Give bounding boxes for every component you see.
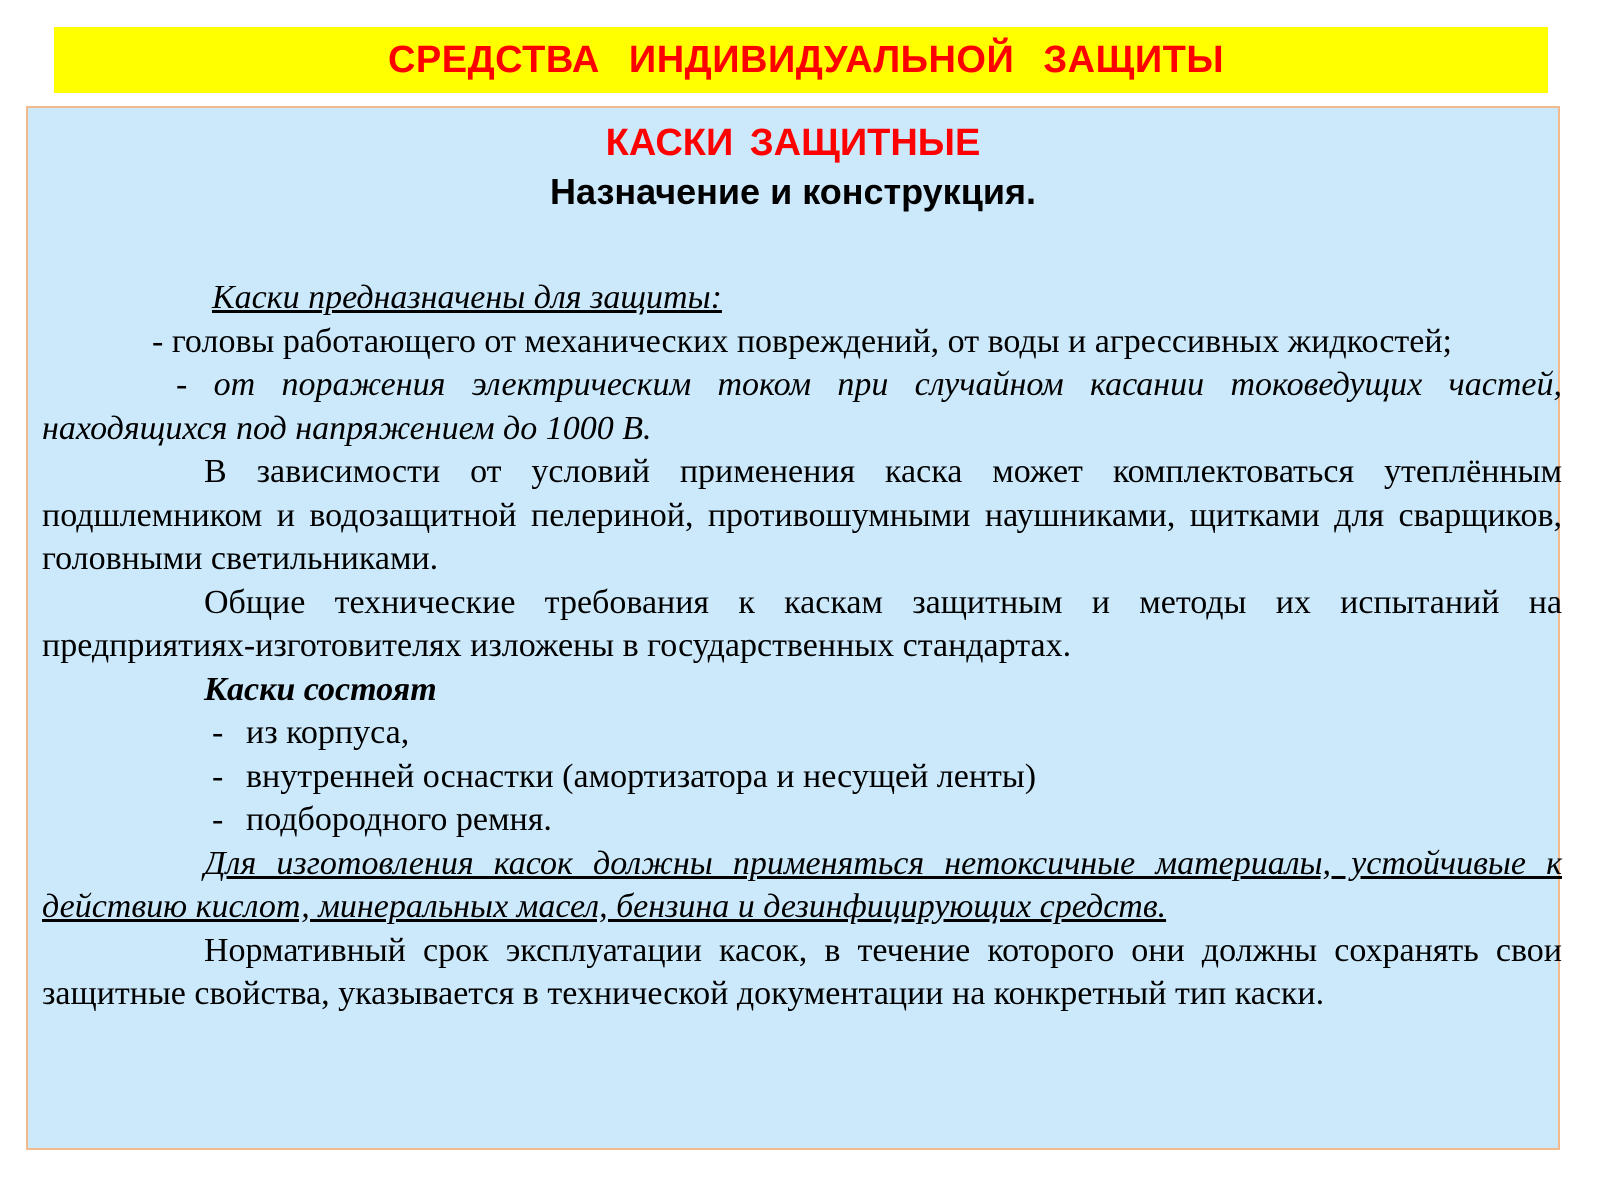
- paragraph-standards: Общие технические требования к каскам защитным и методы их испытаний на предприятиях-изготовителях изложены в государственных стандартах.: [42, 583, 1562, 664]
- list-dash: -: [212, 714, 224, 751]
- construction-item: [42, 755, 1562, 799]
- purpose-bullet-2: - от поражения электрическим током при случайном касании токоведущих частей, находящихся под напряжением до 1000 В.: [42, 366, 1562, 447]
- body-text: [42, 276, 1562, 1016]
- construction-heading: Каски состоят: [204, 670, 437, 708]
- list-dash: -: [212, 757, 224, 795]
- title-banner: [54, 27, 1548, 93]
- content-panel: [26, 106, 1560, 1150]
- paragraph-materials: Для изготовления касок должны применяться нетоксичные материалы, устойчивые к действию кислот, минеральных масел, бензина и дезинфицирующих средств.: [42, 844, 1562, 925]
- construction-item: [42, 798, 1562, 842]
- construction-item: [42, 711, 1562, 755]
- construction-item-text: подбородного ремня.: [246, 801, 552, 838]
- construction-item-text: внутренней оснастки (амортизатора и несущей ленты): [246, 757, 1037, 795]
- paragraph-service-life: Нормативный срок эксплуатации касок, в течение которого они должны сохранять свои защитные свойства, указывается в технической документации на конкретный тип каски.: [42, 931, 1562, 1012]
- section-subtitle: Назначение и конструкция.: [550, 171, 1036, 212]
- paragraph-equipment: В зависимости от условий применения каска может комплектоваться утеплённым подшлемником и водозащитной пелериной, противошумными наушниками, щитками для сварщиков, головными светильниками.: [42, 453, 1562, 577]
- construction-item-text: из корпуса,: [246, 714, 410, 751]
- section-title: КАСКИ ЗАЩИТНЫЕ: [605, 122, 981, 164]
- purpose-bullet-1: - головы работающего от механических повреждений, от воды и агрессивных жидкостей;: [152, 322, 1453, 360]
- list-dash: -: [212, 801, 224, 838]
- purpose-intro-text: Каски предназначены для защиты:: [212, 279, 722, 316]
- purpose-intro: [42, 276, 1562, 320]
- banner-title: СРЕДСТВА ИНДИВИДУАЛЬНОЙ ЗАЩИТЫ: [387, 38, 1225, 81]
